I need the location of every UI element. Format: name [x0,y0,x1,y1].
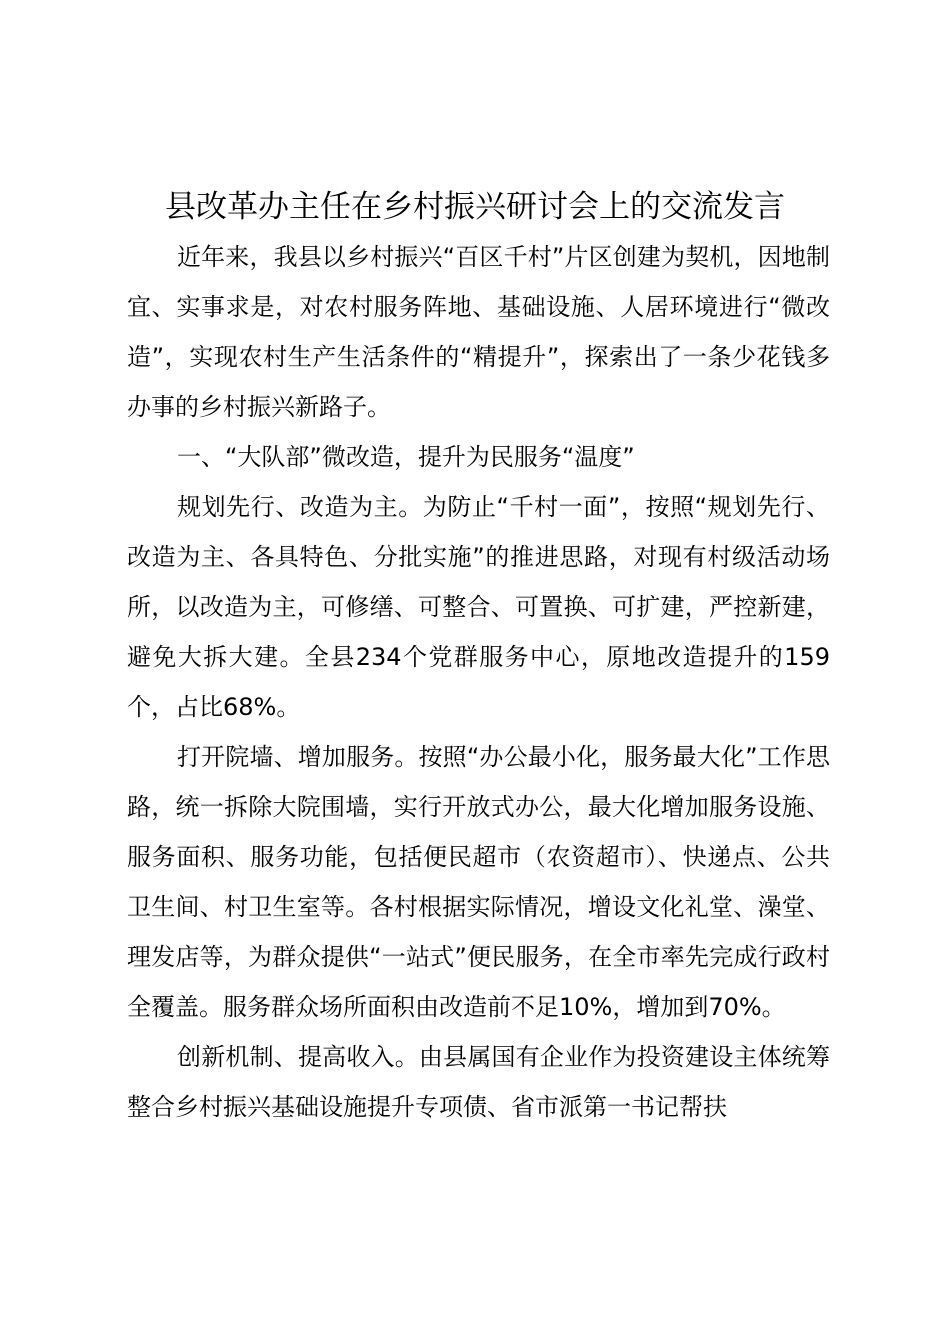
paragraph-planning: 规划先行、改造为主。为防止“千村一面”，按照“规划先行、改造为主、各具特色、分批实施”的推进思路，对现有村级活动场所，以改造为主，可修缮、可整合、可置换、可扩建，严控新建，避免大拆大建。全县234个党群服务中心，原地改造提升的159个，占比68%。 [127,493,830,721]
document-body [127,232,830,1132]
paragraph-services: 打开院墙、增加服务。按照“办公最小化，服务最大化”工作思路，统一拆除大院围墙，实行开放式办公，最大化增加服务设施、服务面积、服务功能，包括便民超市（农资超市）、快递点、公共卫生间、村卫生室等。各村根据实际情况，增设文化礼堂、澡堂、理发店等，为群众提供“一站式”便民服务，在全市率先完成行政村全覆盖。服务群众场所面积由改造前不足10%，增加到70%。 [127,743,830,1021]
paragraph-mechanism: 创新机制、提高收入。由县属国有企业作为投资建设主体统筹整合乡村振兴基础设施提升专项债、省市派第一书记帮扶 [127,1043,830,1121]
section-heading-1: 一、“大队部”微改造，提升为民服务“温度” [177,443,635,471]
paragraph-intro: 近年来，我县以乡村振兴“百区千村”片区创建为契机，因地制宜、实事求是，对农村服务阵地、基础设施、人居环境进行“微改造”，实现农村生产生活条件的“精提升”，探索出了一条少花钱多办事的乡村振兴新路子。 [127,243,830,421]
document-title: 县改革办主任在乡村振兴研讨会上的交流发言 [165,189,785,225]
